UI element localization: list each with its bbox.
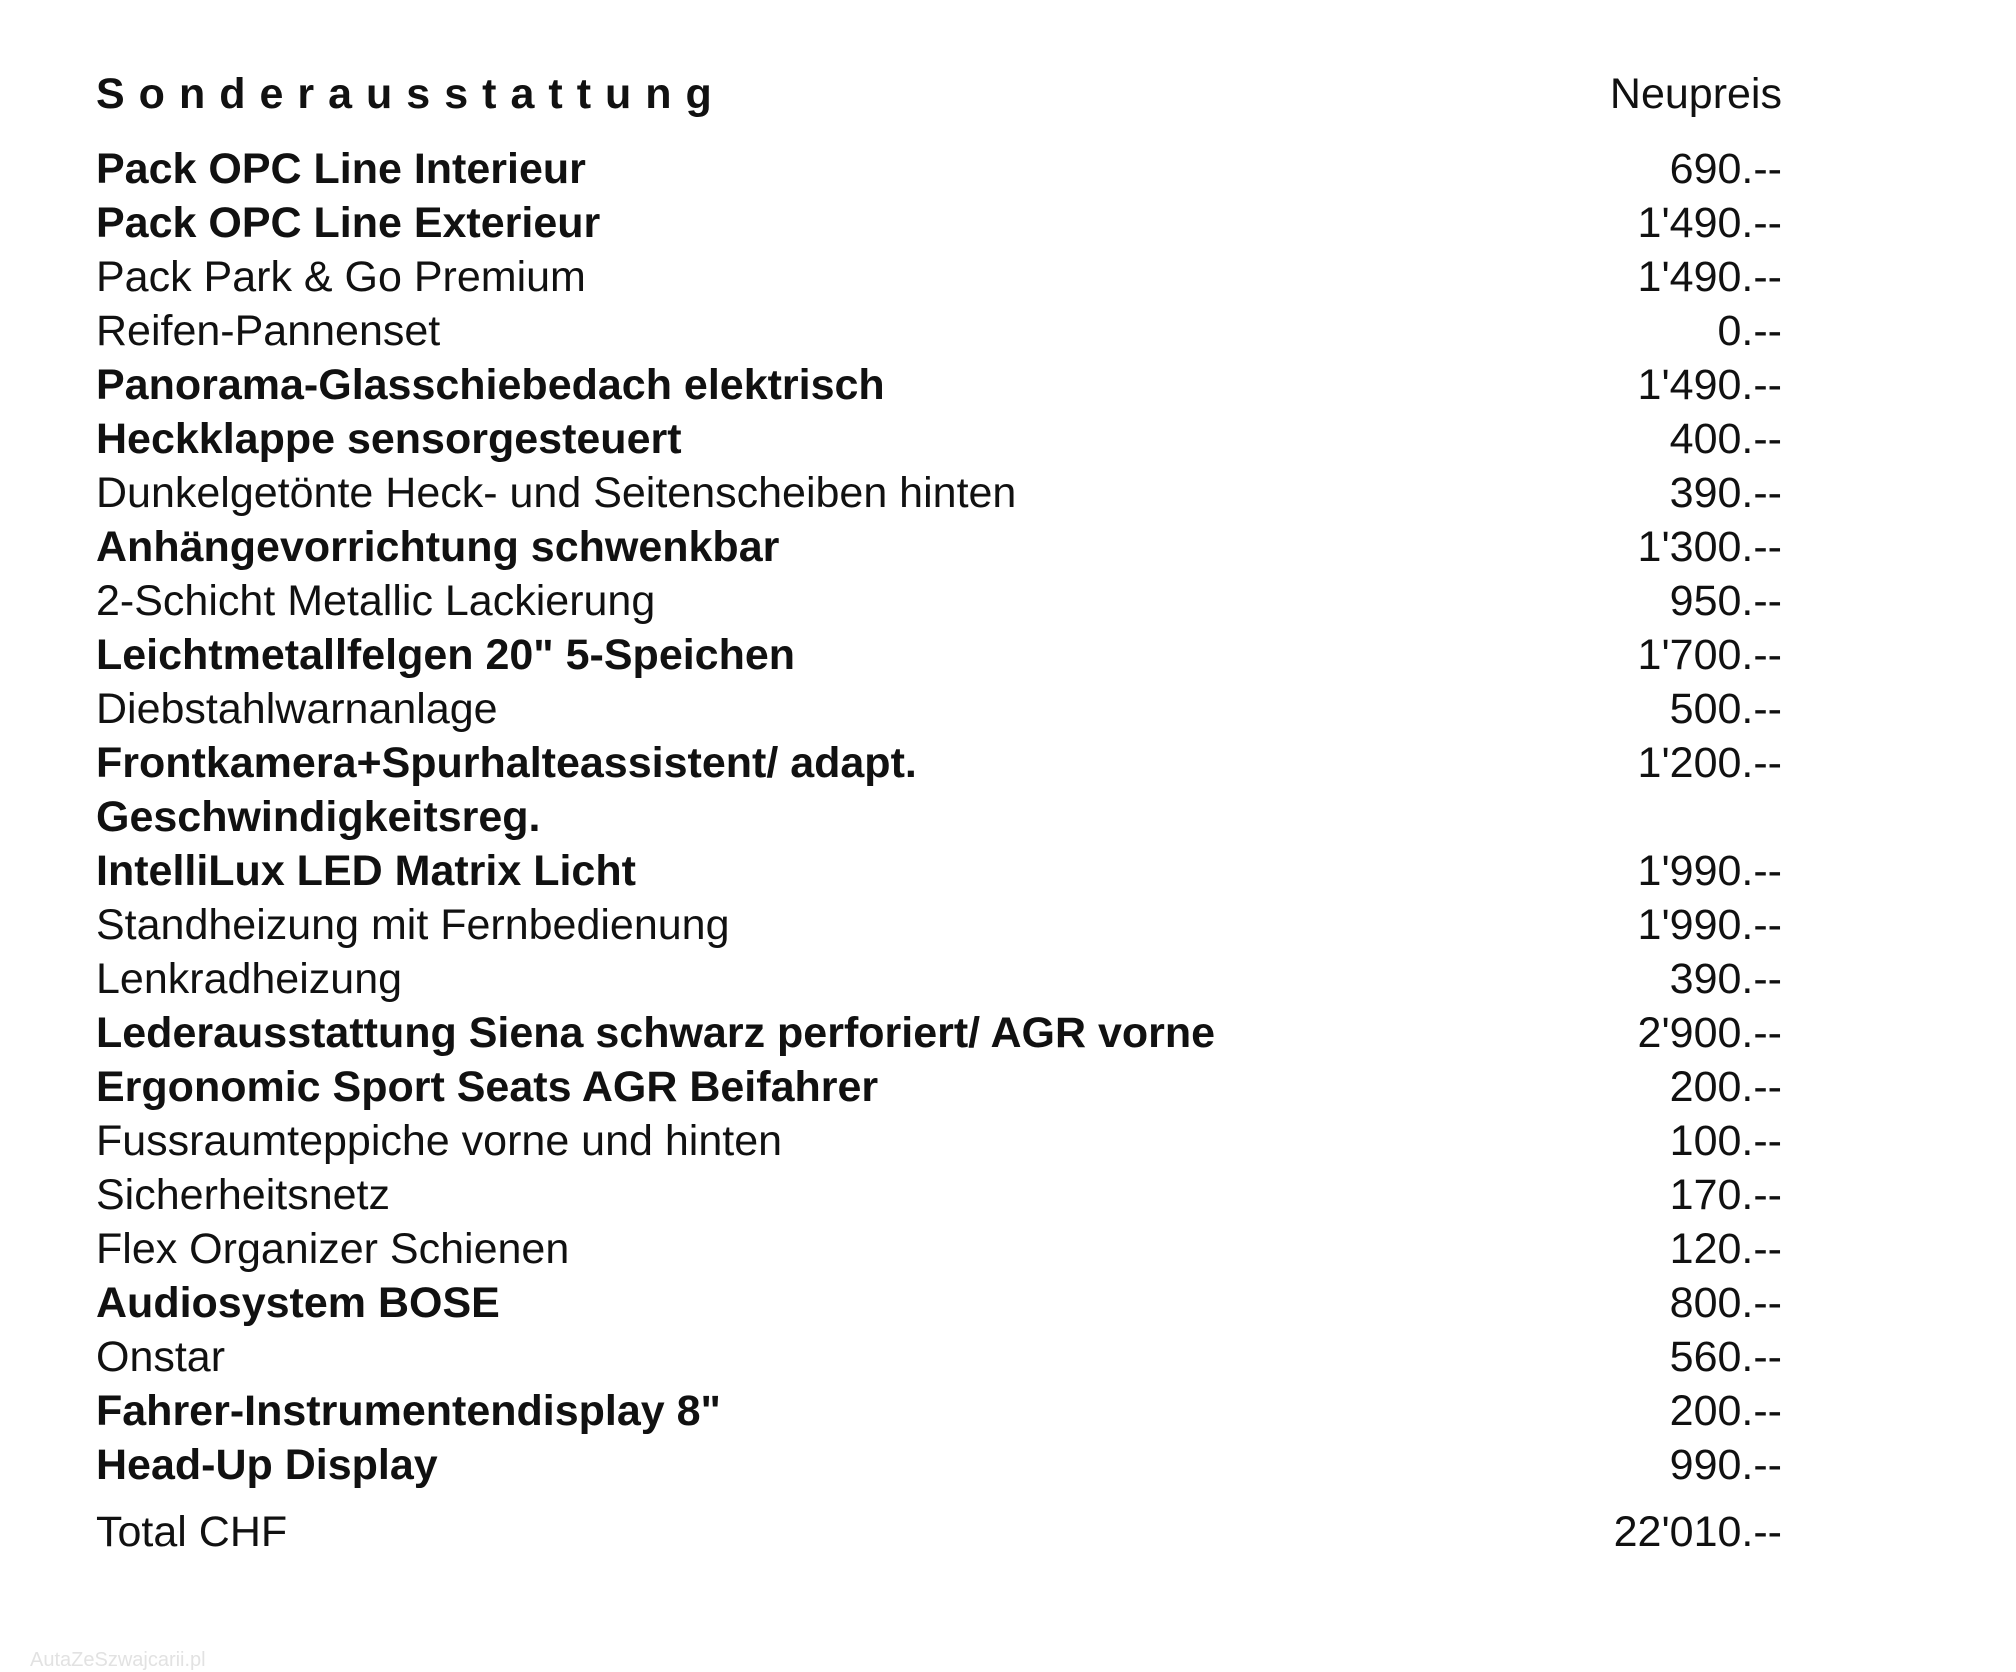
item-price: 1'490.--	[1637, 199, 1782, 247]
item-label: Ergonomic Sport Seats AGR Beifahrer	[96, 1063, 879, 1111]
item-price: 1'490.--	[1637, 361, 1782, 409]
item-label: Lederausstattung Siena schwarz perforiert/ AGR vorne	[96, 1009, 1216, 1057]
item-price: 390.--	[1669, 955, 1782, 1003]
list-item	[0, 898, 2016, 952]
item-price: 170.--	[1669, 1171, 1782, 1219]
item-price: 1'490.--	[1637, 253, 1782, 301]
list-item	[0, 250, 2016, 304]
total-label: Total CHF	[96, 1508, 288, 1556]
item-label: Pack OPC Line Exterieur	[96, 199, 601, 247]
list-item	[0, 1438, 2016, 1492]
item-price: 1'700.--	[1637, 631, 1782, 679]
item-label-continuation: Geschwindigkeitsreg.	[96, 793, 541, 841]
item-price: 560.--	[1669, 1333, 1782, 1381]
item-label: Reifen-Pannenset	[96, 307, 441, 355]
item-label: 2-Schicht Metallic Lackierung	[96, 577, 656, 625]
list-item	[0, 736, 2016, 844]
item-label: Pack OPC Line Interieur	[96, 145, 586, 193]
item-label: Pack Park & Go Premium	[96, 253, 586, 301]
item-price: 2'900.--	[1637, 1009, 1782, 1057]
item-price: 990.--	[1669, 1441, 1782, 1489]
item-price: 690.--	[1669, 145, 1782, 193]
item-label: Heckklappe sensorgesteuert	[96, 415, 682, 463]
list-item	[0, 1222, 2016, 1276]
item-label: Dunkelgetönte Heck- und Seitenscheiben hinten	[96, 469, 1017, 517]
item-price: 1'990.--	[1637, 847, 1782, 895]
price-column-header: Neupreis	[1609, 70, 1782, 118]
list-item	[0, 196, 2016, 250]
section-title: Sonderausstattung	[96, 70, 726, 118]
item-price: 500.--	[1669, 685, 1782, 733]
item-label: Panorama-Glasschiebedach elektrisch	[96, 361, 885, 409]
item-label: Onstar	[96, 1333, 226, 1381]
list-item	[0, 1168, 2016, 1222]
list-item	[0, 1114, 2016, 1168]
list-item	[0, 142, 2016, 196]
list-item	[0, 952, 2016, 1006]
item-price: 200.--	[1669, 1387, 1782, 1435]
item-label: Frontkamera+Spurhalteassistent/ adapt.	[96, 739, 917, 787]
list-item	[0, 466, 2016, 520]
item-price: 400.--	[1669, 415, 1782, 463]
item-price: 950.--	[1669, 577, 1782, 625]
item-label: Diebstahlwarnanlage	[96, 685, 498, 733]
item-price: 1'300.--	[1637, 523, 1782, 571]
item-label: Standheizung mit Fernbedienung	[96, 901, 730, 949]
list-item	[0, 1006, 2016, 1060]
list-item	[0, 682, 2016, 736]
watermark: AutaZeSzwajcarii.pl	[30, 1649, 206, 1671]
item-price: 1'200.--	[1637, 739, 1782, 787]
item-label: Audiosystem BOSE	[96, 1279, 500, 1327]
list-item	[0, 1384, 2016, 1438]
item-label: Lenkradheizung	[96, 955, 403, 1003]
list-item	[0, 1276, 2016, 1330]
item-label: Sicherheitsnetz	[96, 1171, 390, 1219]
list-item	[0, 628, 2016, 682]
item-price: 100.--	[1669, 1117, 1782, 1165]
item-price: 800.--	[1669, 1279, 1782, 1327]
list-item	[0, 358, 2016, 412]
item-label: Anhängevorrichtung schwenkbar	[96, 523, 780, 571]
item-label: Head-Up Display	[96, 1441, 438, 1489]
item-label: Leichtmetallfelgen 20" 5-Speichen	[96, 631, 796, 679]
list-item	[0, 1330, 2016, 1384]
item-label: Fussraumteppiche vorne und hinten	[96, 1117, 783, 1165]
item-label: Fahrer-Instrumentendisplay 8"	[96, 1387, 721, 1435]
item-price: 120.--	[1669, 1225, 1782, 1273]
item-price: 390.--	[1669, 469, 1782, 517]
list-item	[0, 304, 2016, 358]
list-item	[0, 844, 2016, 898]
item-price: 200.--	[1669, 1063, 1782, 1111]
item-price: 0.--	[1717, 307, 1782, 355]
list-item	[0, 412, 2016, 466]
list-item	[0, 1060, 2016, 1114]
total-row	[0, 1504, 2016, 1560]
list-item	[0, 574, 2016, 628]
total-price: 22'010.--	[1613, 1508, 1782, 1556]
list-item	[0, 520, 2016, 574]
item-label: Flex Organizer Schienen	[96, 1225, 570, 1273]
item-price: 1'990.--	[1637, 901, 1782, 949]
item-label: IntelliLux LED Matrix Licht	[96, 847, 636, 895]
